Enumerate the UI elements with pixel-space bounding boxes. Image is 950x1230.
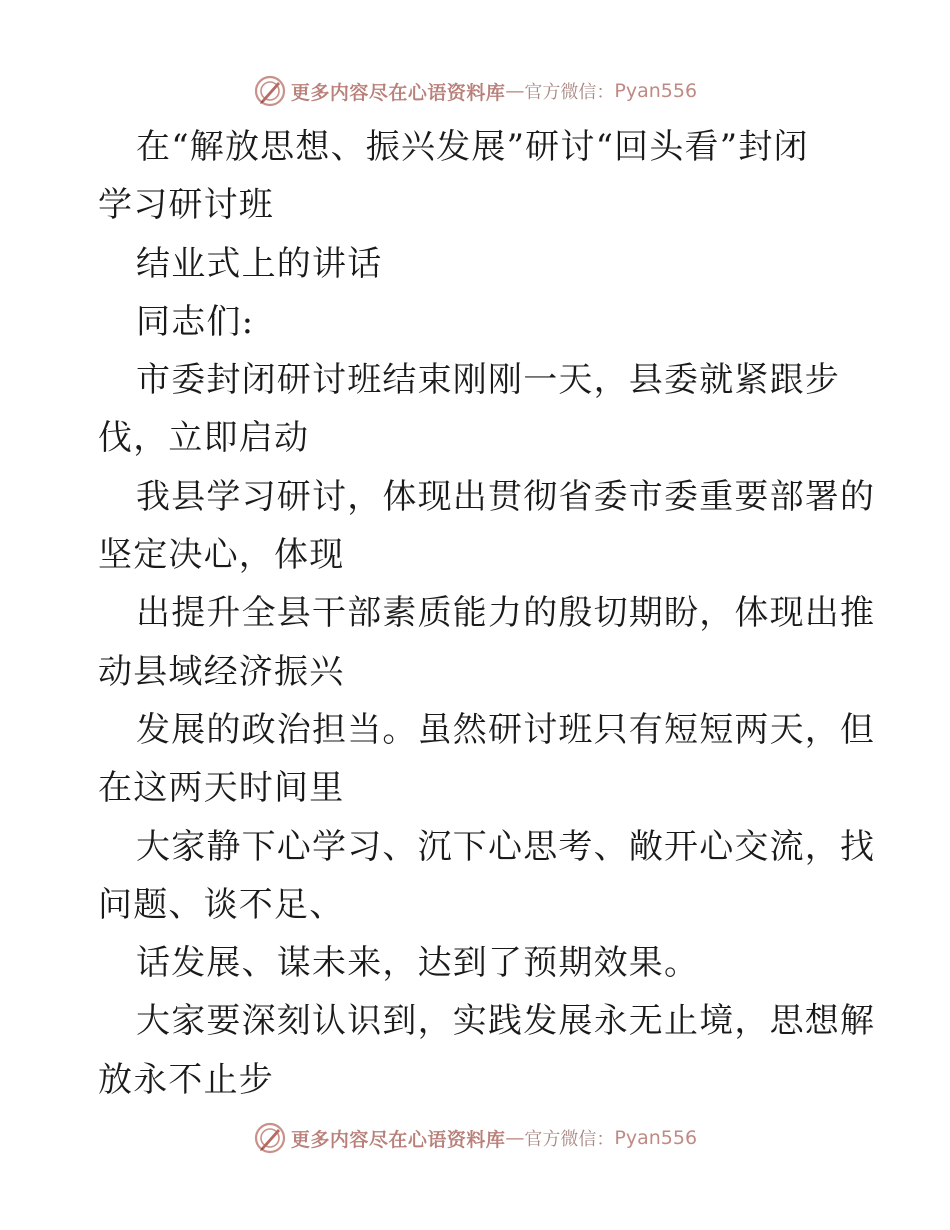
text-line: 在这两天时间里 bbox=[98, 768, 345, 809]
text-line: 动县域经济振兴 bbox=[98, 651, 345, 692]
header-banner bbox=[0, 71, 950, 111]
text-line: 结业式上的讲话 bbox=[136, 243, 383, 284]
text-line: 放永不止步 bbox=[98, 1059, 274, 1100]
text-line: 大家要深刻认识到，实践发展永无止境，思想解 bbox=[136, 1001, 876, 1042]
text-line: 学习研讨班 bbox=[98, 185, 274, 226]
text-line: 发展的政治担当。虽然研讨班只有短短两天，但 bbox=[136, 709, 876, 750]
brand-text: 更多内容尽在心语资料库 bbox=[290, 81, 506, 104]
text-line: 出提升全县干部素质能力的殷切期盼，体现出推 bbox=[136, 593, 876, 634]
pen-logo-icon bbox=[253, 74, 287, 108]
brand-text: 更多内容尽在心语资料库 bbox=[290, 1128, 506, 1151]
separator: — bbox=[505, 80, 525, 102]
wechat-label: 官方微信： bbox=[524, 82, 615, 103]
text-line: 坚定决心，体现 bbox=[98, 535, 345, 576]
text-line: 市委封闭研讨班结束刚刚一天，县委就紧跟步 bbox=[136, 360, 840, 401]
footer-banner bbox=[0, 1118, 950, 1158]
text-line: 在“解放思想、振兴发展”研讨“回头看”封闭 bbox=[136, 127, 809, 167]
wechat-id: Pyan556 bbox=[614, 80, 698, 102]
text-line: 我县学习研讨，体现出贯彻省委市委重要部署的 bbox=[136, 476, 876, 517]
document-body bbox=[98, 118, 876, 1109]
wechat-label: 官方微信： bbox=[524, 1129, 615, 1150]
wechat-id: Pyan556 bbox=[614, 1127, 698, 1149]
text-line: 同志们: bbox=[136, 301, 255, 342]
text-line: 问题、谈不足、 bbox=[98, 884, 345, 925]
separator: — bbox=[505, 1127, 525, 1149]
text-line: 大家静下心学习、沉下心思考、敞开心交流，找 bbox=[136, 826, 876, 867]
text-line: 伐，立即启动 bbox=[98, 418, 310, 459]
text-line: 话发展、谋未来，达到了预期效果。 bbox=[136, 943, 700, 984]
pen-logo-icon bbox=[253, 1121, 287, 1155]
